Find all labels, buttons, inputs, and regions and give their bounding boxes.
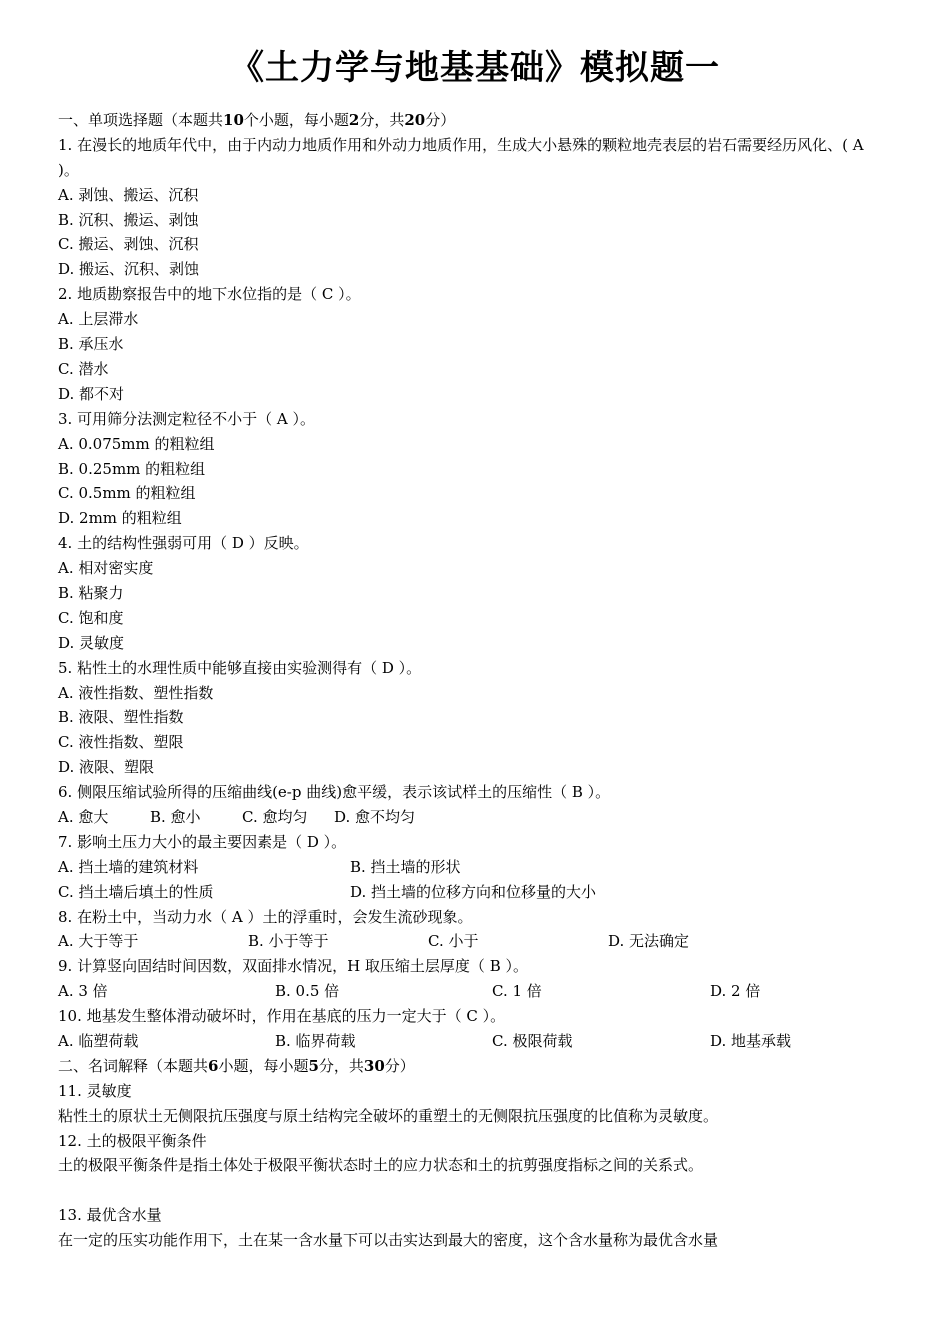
blank-line (58, 1178, 888, 1203)
question-2-option-a: A. 上层滞水 (58, 310, 139, 329)
question-5-option-d: D. 液限、塑限 (58, 758, 155, 777)
question-9-option-c: C. 1 倍 (492, 982, 542, 1001)
question-12-term: 12. 土的极限平衡条件 (58, 1131, 207, 1150)
question-12-answer: 土的极限平衡条件是指土体处于极限平衡状态时土的应力状态和土的抗剪强度指标之间的关系式。 (58, 1156, 704, 1175)
question-4-option-a: A. 相对密实度 (58, 559, 154, 578)
question-4-option-c: C. 饱和度 (58, 608, 124, 627)
question-10-option-a: A. 临塑荷载 (58, 1031, 139, 1050)
question-6-option-b: B. 愈小 (150, 807, 201, 826)
question-8-option-d: D. 无法确定 (608, 932, 690, 951)
question-7-option-b: B. 挡土墙的形状 (350, 857, 461, 876)
question-2-option-d: D. 都不对 (58, 384, 125, 403)
question-6-options (58, 805, 888, 830)
question-9-option-b: B. 0.5 倍 (275, 982, 340, 1001)
question-10-options (58, 1029, 888, 1054)
section-heading-term-definitions: 二、名词解释（本题共6小题，每小题5分，共30分） (58, 1056, 415, 1075)
question-6-option-a: A. 愈大 (58, 807, 109, 826)
question-6-option-d: D. 愈不均匀 (334, 807, 416, 826)
question-4-stem: 4. 土的结构性强弱可用（ D ）反映。 (58, 534, 309, 553)
question-9-options (58, 979, 888, 1004)
question-2-option-c: C. 潜水 (58, 359, 109, 378)
question-7-options-row-2 (58, 880, 888, 905)
question-13-answer: 在一定的压实功能作用下，土在某一含水量下可以击实达到最大的密度，这个含水量称为最优含水量 (58, 1231, 719, 1250)
question-10-option-c: C. 极限荷载 (492, 1031, 573, 1050)
question-2-stem: 2. 地质勘察报告中的地下水位指的是（ C ）。 (58, 285, 361, 304)
question-3-option-b: B. 0.25mm 的粗粒组 (58, 459, 206, 478)
question-8-option-b: B. 小于等于 (248, 932, 329, 951)
question-5-option-b: B. 液限、塑性指数 (58, 708, 184, 727)
question-7-stem: 7. 影响土压力大小的最主要因素是（ D ）。 (58, 832, 347, 851)
question-5-stem: 5. 粘性土的水理性质中能够直接由实验测得有（ D ）。 (58, 658, 422, 677)
question-8-stem: 8. 在粉土中，当动力水（ A ）土的浮重时，会发生流砂现象。 (58, 907, 473, 926)
question-10-option-b: B. 临界荷载 (275, 1031, 356, 1050)
question-1-stem: 1. 在漫长的地质年代中，由于内动力地质作用和外动力地质作用，生成大小悬殊的颗粒地壳表层的岩石需要经历风化、( A )。 (58, 135, 864, 179)
question-1-option-d: D. 搬运、沉积、剥蚀 (58, 260, 200, 279)
question-10-stem: 10. 地基发生整体滑动破坏时，作用在基底的压力一定大于（ C ）。 (58, 1007, 506, 1026)
question-9-option-d: D. 2 倍 (710, 982, 761, 1001)
document-body (58, 108, 888, 1253)
question-9-stem: 9. 计算竖向固结时间因数，双面排水情况，H 取压缩土层厚度（ B ）。 (58, 957, 528, 976)
question-3-stem: 3. 可用筛分法测定粒径不小于（ A ）。 (58, 409, 315, 428)
question-7-options-row-1 (58, 855, 888, 880)
question-8-option-c: C. 小于 (428, 932, 479, 951)
question-3-option-a: A. 0.075mm 的粗粒组 (58, 434, 215, 453)
question-5-option-c: C. 液性指数、塑限 (58, 733, 184, 752)
question-3-option-c: C. 0.5mm 的粗粒组 (58, 484, 196, 503)
document-title: 《土力学与地基基础》模拟题一 (230, 48, 720, 88)
question-4-option-d: D. 灵敏度 (58, 633, 125, 652)
question-10-option-d: D. 地基承载 (710, 1031, 792, 1050)
question-1-option-c: C. 搬运、剥蚀、沉积 (58, 235, 199, 254)
question-13-term: 13. 最优含水量 (58, 1206, 162, 1225)
question-2-option-b: B. 承压水 (58, 335, 124, 354)
question-8-options (58, 929, 888, 954)
question-7-option-a: A. 挡土墙的建筑材料 (58, 857, 199, 876)
question-11-term: 11. 灵敏度 (58, 1081, 132, 1100)
question-1-option-b: B. 沉积、搬运、剥蚀 (58, 210, 199, 229)
question-8-option-a: A. 大于等于 (58, 932, 139, 951)
question-3-option-d: D. 2mm 的粗粒组 (58, 509, 182, 528)
question-6-stem: 6. 侧限压缩试验所得的压缩曲线(e-p 曲线)愈平缓，表示该试样土的压缩性（ B ）。 (58, 783, 611, 802)
question-6-option-c: C. 愈均匀 (242, 807, 308, 826)
question-7-option-d: D. 挡土墙的位移方向和位移量的大小 (350, 882, 597, 901)
question-5-option-a: A. 液性指数、塑性指数 (58, 683, 214, 702)
question-7-option-c: C. 挡土墙后填土的性质 (58, 882, 214, 901)
question-11-answer: 粘性土的原状土无侧限抗压强度与原土结构完全破坏的重塑土的无侧限抗压强度的比值称为灵敏度。 (58, 1106, 719, 1125)
question-9-option-a: A. 3 倍 (58, 982, 108, 1001)
section-heading-single-choice: 一、单项选择题（本题共10个小题，每小题2分，共20分） (58, 111, 456, 129)
question-1-option-a: A. 剥蚀、搬运、沉积 (58, 185, 199, 204)
question-4-option-b: B. 粘聚力 (58, 583, 124, 602)
